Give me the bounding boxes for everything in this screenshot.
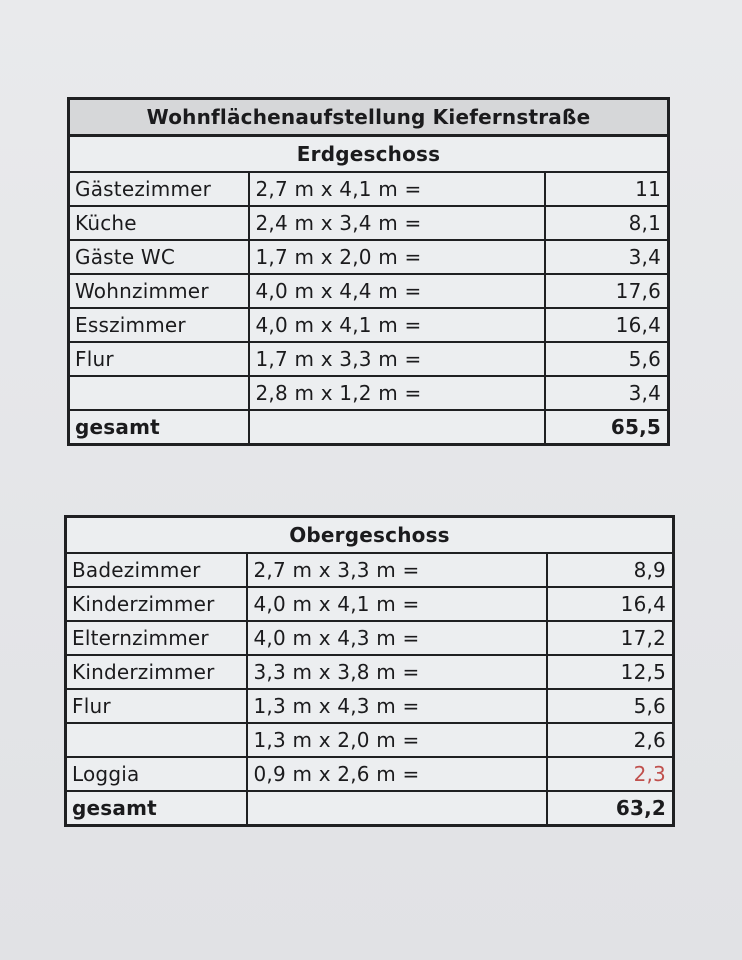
table-row (69, 274, 669, 308)
room-area: 11 (545, 172, 669, 206)
room-name: Elternzimmer (66, 621, 247, 655)
room-dimensions: 0,9 m x 2,6 m = (247, 757, 547, 791)
table-row (69, 240, 669, 274)
total-row (66, 791, 674, 826)
total-empty-cell (247, 791, 547, 826)
total-area: 65,5 (545, 410, 669, 445)
room-dimensions: 1,7 m x 2,0 m = (249, 240, 545, 274)
total-area: 63,2 (547, 791, 674, 826)
room-dimensions: 4,0 m x 4,3 m = (247, 621, 547, 655)
title-row (69, 99, 669, 136)
room-dimensions: 2,8 m x 1,2 m = (249, 376, 545, 410)
room-name: Gäste WC (69, 240, 249, 274)
room-area: 16,4 (547, 587, 674, 621)
room-area: 2,6 (547, 723, 674, 757)
table-row (66, 587, 674, 621)
table-row (69, 308, 669, 342)
room-area: 17,2 (547, 621, 674, 655)
room-name: Loggia (66, 757, 247, 791)
room-dimensions: 1,3 m x 4,3 m = (247, 689, 547, 723)
room-dimensions: 4,0 m x 4,1 m = (249, 308, 545, 342)
table-row (69, 376, 669, 410)
erdgeschoss-table (67, 97, 670, 446)
room-dimensions: 2,7 m x 4,1 m = (249, 172, 545, 206)
table-row (69, 342, 669, 376)
table-row (69, 206, 669, 240)
total-row (69, 410, 669, 445)
room-name: Kinderzimmer (66, 655, 247, 689)
room-dimensions: 1,7 m x 3,3 m = (249, 342, 545, 376)
room-dimensions: 4,0 m x 4,4 m = (249, 274, 545, 308)
room-dimensions: 3,3 m x 3,8 m = (247, 655, 547, 689)
room-area: 12,5 (547, 655, 674, 689)
section-row (69, 136, 669, 173)
table-row (66, 621, 674, 655)
table-row (66, 689, 674, 723)
room-area: 5,6 (547, 689, 674, 723)
room-area: 8,9 (547, 553, 674, 587)
room-dimensions: 2,4 m x 3,4 m = (249, 206, 545, 240)
table-row (66, 723, 674, 757)
room-name: Badezimmer (66, 553, 247, 587)
room-name: Wohnzimmer (69, 274, 249, 308)
table-row (66, 553, 674, 587)
table-row (66, 757, 674, 791)
room-area: 5,6 (545, 342, 669, 376)
room-name: Kinderzimmer (66, 587, 247, 621)
total-label: gesamt (66, 791, 247, 826)
section-row (66, 517, 674, 554)
section-heading-obergeschoss: Obergeschoss (66, 517, 674, 554)
room-name: Küche (69, 206, 249, 240)
total-empty-cell (249, 410, 545, 445)
table-row (69, 172, 669, 206)
document-title: Wohnflächenaufstellung Kiefernstraße (69, 99, 669, 136)
room-name: Esszimmer (69, 308, 249, 342)
total-label: gesamt (69, 410, 249, 445)
room-name (66, 723, 247, 757)
room-area: 16,4 (545, 308, 669, 342)
room-dimensions: 4,0 m x 4,1 m = (247, 587, 547, 621)
room-area: 3,4 (545, 240, 669, 274)
room-dimensions: 1,3 m x 2,0 m = (247, 723, 547, 757)
room-area: 8,1 (545, 206, 669, 240)
section-heading-erdgeschoss: Erdgeschoss (69, 136, 669, 173)
room-name: Flur (69, 342, 249, 376)
room-area: 17,6 (545, 274, 669, 308)
obergeschoss-table (64, 515, 675, 827)
room-name (69, 376, 249, 410)
room-area: 3,4 (545, 376, 669, 410)
table-row (66, 655, 674, 689)
room-dimensions: 2,7 m x 3,3 m = (247, 553, 547, 587)
room-name: Gästezimmer (69, 172, 249, 206)
room-name: Flur (66, 689, 247, 723)
room-area-highlighted: 2,3 (547, 757, 674, 791)
